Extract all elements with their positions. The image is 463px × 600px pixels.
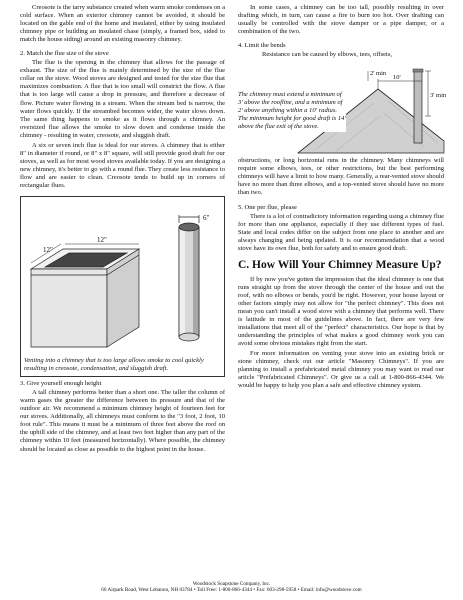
dimension-label-3min: 3' min [430,92,447,100]
dimension-label-12b: 12" [97,236,107,245]
oversized-flue-caption: Venting into a chimney that is too large allows smoke to cool quickly resulting in creosote, condensation, and sluggish draft. [24,357,204,373]
too-tall-paragraph: In some cases, a chimney can be too tall, possibly resulting in over drafting which, in turn, can cause a fire to burn too hot. Over drafting can usually be controlled with the stove damper or a pipe damper, or a combination of the two. [238,4,444,36]
page-footer [0,581,463,593]
section-heading-bends: 4. Limit the bends [238,42,286,50]
more-info-paragraph: For more information on venting your stove into an existing brick or stone chimney, check out our article "Masonry Chimneys". If you are planning to install a prefabricated metal chimney you may want to read our article "Prefabricated Chimneys". Or give us a call at 1-800-866-4344. We would be happy to help you plan a safe and effective chimney system. [238,350,444,390]
dimension-label-12a: 12" [43,246,53,255]
oversized-flue-illustration [21,197,224,355]
dimension-label-6: 6" [203,214,210,223]
section-heading-one-per-flue: 5. One per flue, please [238,203,297,211]
footer-company: Woodstock Soapstone Company, Inc. [192,581,271,587]
bends-intro: Resistance can be caused by elbows, tees, offsets, [262,51,393,59]
right-column [238,4,447,392]
roofline-caption: The chimney must extend a minimum of 3' above the roofline, and a minimum of 2' above anything within a 10' radius. The minimum height for good draft is 14' above the flue exit of the stove. [238,91,346,131]
dimension-label-2min: 2' min [370,70,387,78]
height-paragraph: A tall chimney performs better than a short one. The taller the column of warm gases the greater the difference between its pressure and that of the outdoor air. We recommend a minimum chimney height of fourteen feet for our stoves. Additionally, all chimneys must conform to the "3 foot, 2 foot, 10 foot rule". This means it must be a minimum of three feet above the roof on the uphill side of the chimney, and at least two feet higher than any part of the chimney within 10 feet (measured horizontally). Where possible, the chimney should be located as close as possible to the highest point in the house. [20,389,225,453]
measure-up-paragraph: If by now you've gotten the impression that the ideal chimney is one that runs straight up from the stove through the center of the house and out the roof, with no elbows or bends, you'd be right. However, your house layout or other factors simply may not allow for "the perfect chimney". This does not mean you can't install a wood stove with a chimney that performs well. There is latitude in most of the guidelines above. In fact, there are very few installations that meet all of the "perfect" characteristics. Our hope is that by understanding the principles of what makes a good chimney work you can avoid some obvious mistakes right from the start. [238,275,444,348]
roofline-figure [238,61,447,157]
flue-size-paragraph: A six or seven inch flue is ideal for our stoves. A chimney that is either 8" in diameter if round, or 8" x 8" square, will still provide good draft for our stoves, as well as for most wood stoves available today. If you are designing a new chimney, it's better to go with a round flue. They create less resistance to flow and are easier to clean. Creosote tends to build up in corners of rectangular flues. [20,141,225,189]
bends-paragraph: obstructions, or long horizontal runs in the chimney. Many chimneys will require some elbows, tees, or other restrictions, but the best performing chimneys will have a limit to how many. Generally, a rear-vented stove should have no more than three elbows, and a top-vented stove should have no more than two. [238,157,444,197]
dimension-label-10ft: 10' [393,74,401,82]
left-column [20,4,225,456]
footer-address: 66 Airpark Road, West Lebanon, NH 03784 • Toll Free: 1-800-866-4344 • Fax: 603-298-5958 • Email: info@woodstove.com [101,587,362,593]
one-per-flue-paragraph: There is a lot of contradictory information regarding using a chimney flue for more than one appliance, especially if they use different types of fuel. State and local codes differ on the subject from one place to another and are always changing and being updated. It is our recommendation that a wood stove have its own flue, both for safety and to ensure good draft. [238,212,444,252]
creosote-paragraph: Creosote is the tarry substance created when warm smoke condenses on a cold surface. When an exterior chimney cannot be avoided, it should be located on the gable end of the home and insulated, either by using insulated chimney pipe or building an insulated chase (simply, a framed box, sided to match the house siding) around an existing masonry chimney. [20,4,225,44]
oversized-flue-figure [20,196,225,377]
section-heading-height: 3. Give yourself enough height [20,380,102,388]
section-heading-measure-up: C. How Will Your Chimney Measure Up? [238,258,442,271]
section-heading-flue-size: 2. Match the flue size of the stove [20,50,109,58]
flue-paragraph: The flue is the opening in the chimney that allows for the passage of exhaust. The size of the flue is mainly determined by the size of the flue collar on the stove. Wood stoves are designed and tested for the size flue that maximizes combustion. A flue that is too small will constrict the flow. A flue that is too large will cause a drop in pressure, and therefore a decrease of flow. Picture water flowing in a stream. When the stream bed is narrow, the water flows quickly. If the streambed becomes wider, the water slows down. The same thing happens to smoke as it flows through a chimney. An oversized flue allows the smoke to slow down and condense inside the chimney - resulting in water, creosote, and sluggish draft. [20,59,225,139]
